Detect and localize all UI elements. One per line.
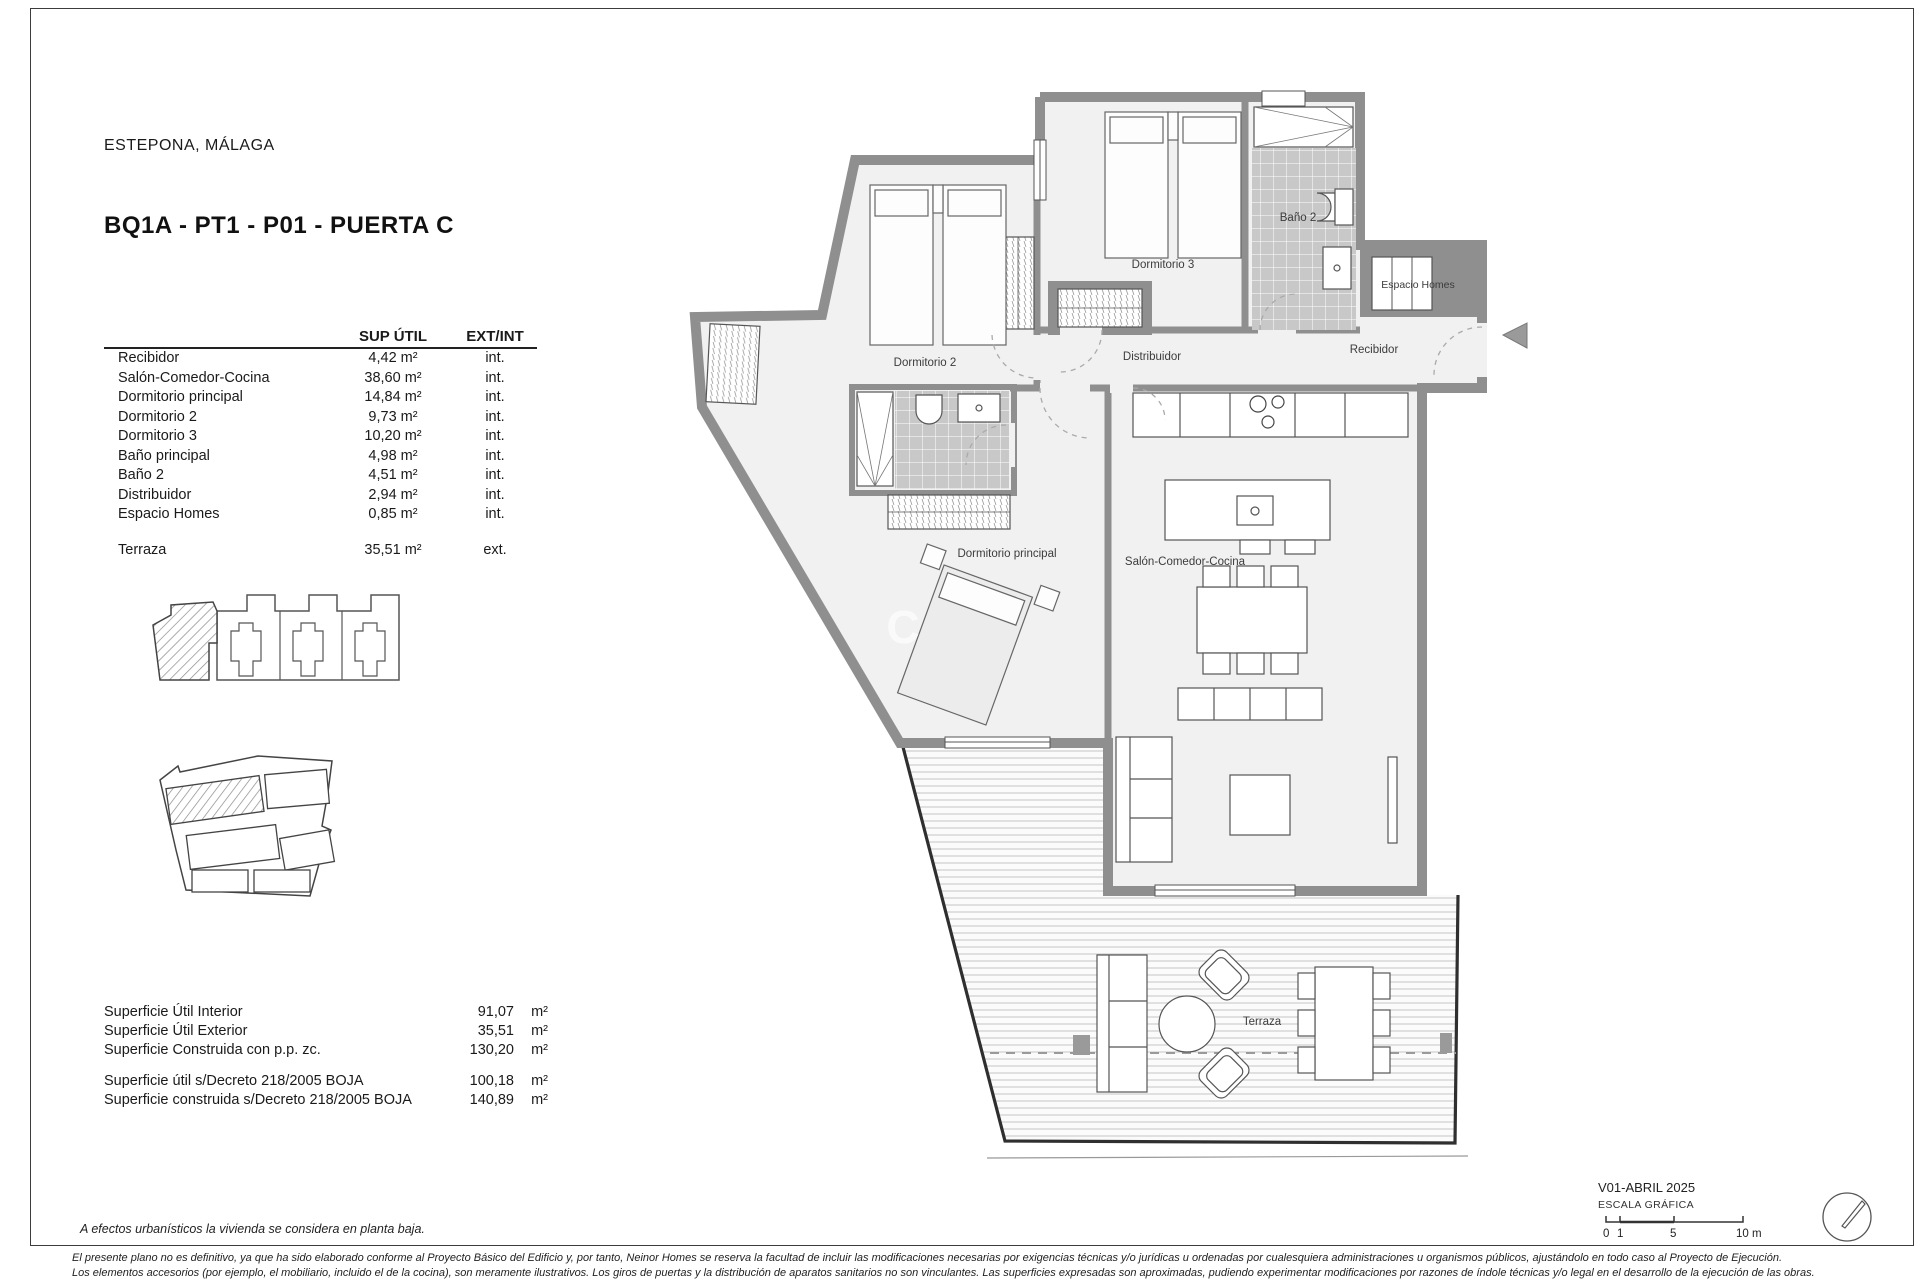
- label-terraza: Terraza: [1242, 1016, 1282, 1028]
- area-table-header: [104, 327, 537, 348]
- table-row: Recibidor 4,42 m² int.: [118, 350, 505, 367]
- label-distribuidor: Distribuidor: [1122, 351, 1182, 363]
- site-plan-diagram: [150, 728, 350, 900]
- scale-tick: 5: [1670, 1228, 1677, 1240]
- sink-icon: [1323, 247, 1351, 289]
- col-name: [104, 327, 333, 348]
- version-block: [1598, 1180, 1808, 1242]
- north-arrow-icon: [1818, 1188, 1876, 1246]
- entrance-arrow-icon: [1503, 323, 1527, 348]
- scale-tick: 1: [1617, 1228, 1624, 1240]
- scale-tick: 10 m: [1736, 1228, 1762, 1240]
- shower-tray: [1254, 107, 1353, 147]
- table-gap-row: [104, 524, 537, 540]
- label-dormitorio3: Dormitorio 3: [1131, 259, 1195, 271]
- disclaimer-line2: Los elementos accesorios (por ejemplo, el mobiliario, incluido el de la cocina), son meramente ilustrativos. Los giros de puertas y la distribución de aparatos sanitarios no son vinculantes. Las superficies expresadas son aproximadas, pudiendo experimentar modificaciones por razones de índole técnicas y/o legal en el desarrollo de la ejecución de las obras.: [72, 1267, 1815, 1279]
- area-table: [104, 327, 537, 560]
- tv: [1388, 757, 1397, 843]
- outdoor-sofa: [1097, 955, 1147, 1092]
- version-label: V01-ABRIL 2025: [1598, 1180, 1696, 1195]
- summary-table: [104, 1002, 548, 1109]
- label-salon: Salón-Comedor-Cocina: [1124, 556, 1246, 568]
- toilet-icon: [916, 395, 942, 424]
- col-sup-util: SUP ÚTIL: [333, 327, 453, 348]
- col-ext-int: EXT/INT: [453, 327, 537, 348]
- summary-row: Superficie Útil Exterior 35,51 m²: [104, 1022, 548, 1039]
- table-row: Salón-Comedor-Cocina 38,60 m² int.: [118, 369, 505, 386]
- table-row: Dormitorio principal 14,84 m² int.: [118, 389, 505, 406]
- building-strip-diagram: [147, 583, 409, 695]
- page-title: BQ1A - PT1 - P01 - PUERTA C: [104, 212, 454, 239]
- floor-plan: [680, 85, 1540, 1165]
- label-espacio-homes: Espacio Homes: [1381, 279, 1455, 291]
- scale-bar: [1598, 1214, 1808, 1242]
- table-row: Distribuidor 2,94 m² int.: [118, 486, 505, 503]
- label-dormitorio-principal: Dormitorio principal: [957, 548, 1057, 560]
- summary-gap-row: [104, 1059, 548, 1071]
- location-label: ESTEPONA, MÁLAGA: [104, 137, 275, 154]
- table-row: Baño principal 4,98 m² int.: [118, 447, 505, 464]
- sofa: [1116, 737, 1172, 862]
- summary-row: Superficie Construida con p.p. zc. 130,20 m²: [104, 1041, 548, 1058]
- coffee-table: [1230, 775, 1290, 835]
- summary-row: Superficie Útil Interior 91,07 m²: [104, 1003, 548, 1020]
- round-table: [1159, 996, 1215, 1052]
- disclaimer-line1: El presente plano no es definitivo, ya que ha sido elaborado conforme al Proyecto Básico del Edificio y, por tanto, Neinor Homes se reserva la facultad de incluir las modificaciones necesarias por exigencias técnicas y/o jurídicas u ordenadas por cualesquiera administraciones u organismos públicos, ajustándolo en todo caso al Proyecto de Ejecución.: [72, 1252, 1783, 1264]
- label-dormitorio2: Dormitorio 2: [893, 357, 957, 369]
- table-row: Dormitorio 2 9,73 m² int.: [118, 408, 505, 425]
- outdoor-table: [1315, 967, 1373, 1080]
- shower-tray: [857, 392, 893, 486]
- table-row: Dormitorio 3 10,20 m² int.: [118, 428, 505, 445]
- label-bano2: Baño 2: [1279, 212, 1317, 224]
- table-row: Espacio Homes 0,85 m² int.: [118, 506, 505, 523]
- table-row-terraza: Terraza 35,51 m² ext.: [118, 541, 507, 558]
- summary-row: Superficie construida s/Decreto 218/2005 BOJA 140,89 m²: [104, 1091, 548, 1108]
- summary-row: Superficie útil s/Decreto 218/2005 BOJA 100,18 m²: [104, 1072, 548, 1089]
- scale-title: ESCALA GRÁFICA: [1598, 1199, 1695, 1211]
- dining-set: [1178, 566, 1322, 720]
- highlighted-unit: [153, 602, 217, 680]
- urban-note: A efectos urbanísticos la vivienda se considera en planta baja.: [80, 1222, 425, 1236]
- plan-watermark: C: [886, 601, 920, 653]
- bano-principal: [857, 391, 1009, 489]
- scale-tick: 0: [1603, 1228, 1610, 1240]
- sink-icon: [958, 394, 1000, 422]
- table-row: Baño 2 4,51 m² int.: [118, 467, 505, 484]
- label-recibidor: Recibidor: [1349, 344, 1399, 356]
